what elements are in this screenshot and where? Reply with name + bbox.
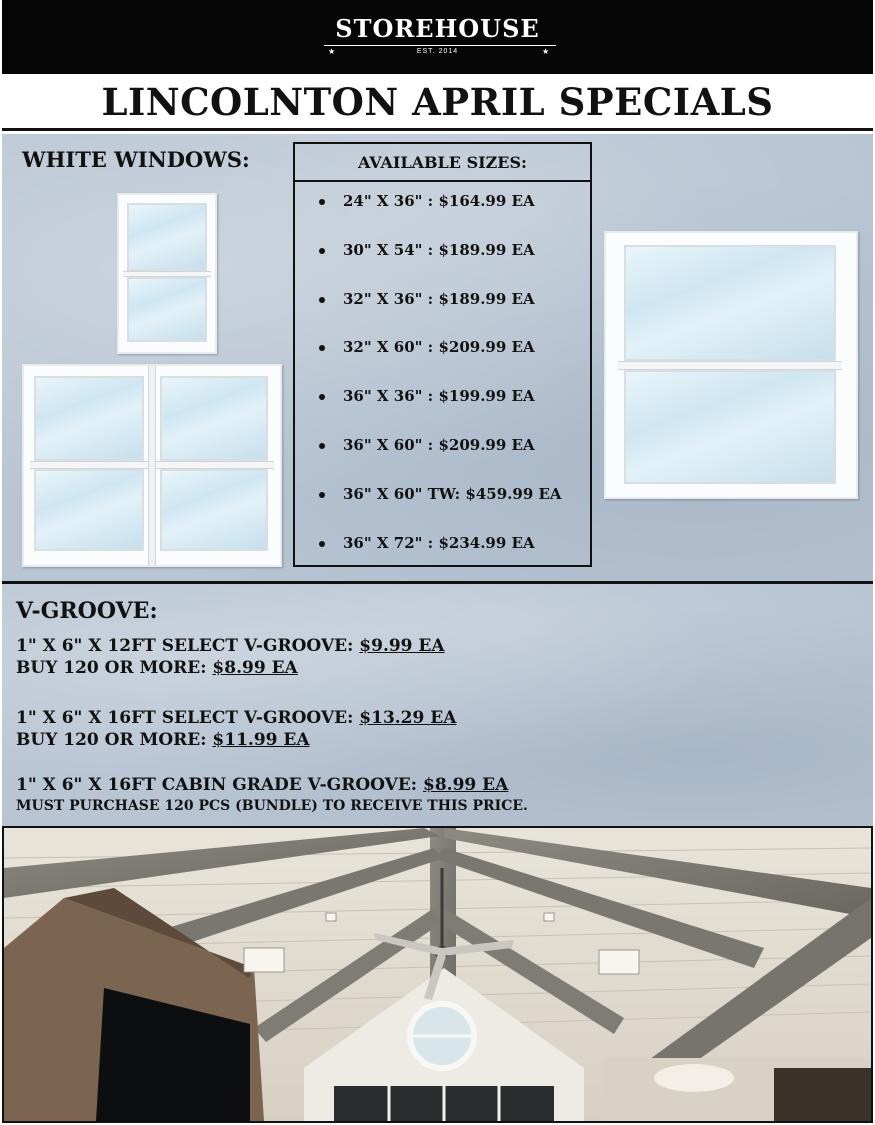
vgroove-item-price: $13.29 EA xyxy=(359,708,457,728)
vgroove-bulk-label: BUY 120 OR MORE: xyxy=(16,658,213,678)
vgroove-item-3-note: MUST PURCHASE 120 PCS (BUNDLE) TO RECEIVE THIS PRICE. xyxy=(16,798,528,814)
windows-heading: WHITE WINDOWS: xyxy=(22,147,250,172)
header-banner xyxy=(2,0,873,74)
sizes-box xyxy=(293,142,592,567)
sizes-list xyxy=(295,182,590,578)
est-date: EST. 2014 xyxy=(416,48,459,55)
list-item: 36" X 60" TW: $459.99 EA xyxy=(319,481,590,530)
windows-panel xyxy=(2,134,873,581)
vgroove-bulk-price: $11.99 EA xyxy=(212,730,310,750)
vgroove-item-price: $9.99 EA xyxy=(359,636,445,656)
vgroove-item-price: $8.99 EA xyxy=(423,775,509,795)
vgroove-item-label: 1" X 6" X 16FT SELECT V-GROOVE: xyxy=(16,708,360,728)
vgroove-item-label: 1" X 6" X 12FT SELECT V-GROOVE: xyxy=(16,636,360,656)
list-item: 24" X 36" : $164.99 EA xyxy=(319,188,590,237)
large-window-icon xyxy=(604,231,858,499)
list-item: 36" X 36" : $199.99 EA xyxy=(319,383,590,432)
twin-window-icon xyxy=(22,364,282,567)
sizes-heading: AVAILABLE SIZES: xyxy=(295,144,590,182)
vaulted-ceiling-photo xyxy=(2,826,873,1123)
brand-logo: STOREHOUSE xyxy=(335,14,540,43)
star-icon: ★ xyxy=(542,47,550,56)
list-item: 32" X 60" : $209.99 EA xyxy=(319,334,590,383)
vgroove-bulk-price: $8.99 EA xyxy=(212,658,298,678)
page-title: LINCOLNTON APRIL SPECIALS xyxy=(101,80,774,124)
brand-rule xyxy=(324,45,556,46)
star-icon: ★ xyxy=(328,47,336,56)
vgroove-item-2-bulk xyxy=(16,729,310,751)
list-item: 30" X 54" : $189.99 EA xyxy=(319,237,590,286)
vgroove-panel xyxy=(2,584,873,826)
vgroove-bulk-label: BUY 120 OR MORE: xyxy=(16,730,213,750)
vgroove-item-1-bulk xyxy=(16,657,298,679)
list-item: 36" X 72" : $234.99 EA xyxy=(319,530,590,579)
vgroove-item-2 xyxy=(16,707,456,729)
vgroove-item-label: 1" X 6" X 16FT CABIN GRADE V-GROOVE: xyxy=(16,775,423,795)
vgroove-item-3 xyxy=(16,774,508,796)
vgroove-heading: V-GROOVE: xyxy=(16,598,158,624)
list-item: 32" X 36" : $189.99 EA xyxy=(319,286,590,335)
window-icon xyxy=(117,193,217,354)
list-item: 36" X 60" : $209.99 EA xyxy=(319,432,590,481)
vgroove-item-1 xyxy=(16,635,445,657)
title-band xyxy=(2,74,873,131)
ceiling-illustration xyxy=(4,828,871,1121)
